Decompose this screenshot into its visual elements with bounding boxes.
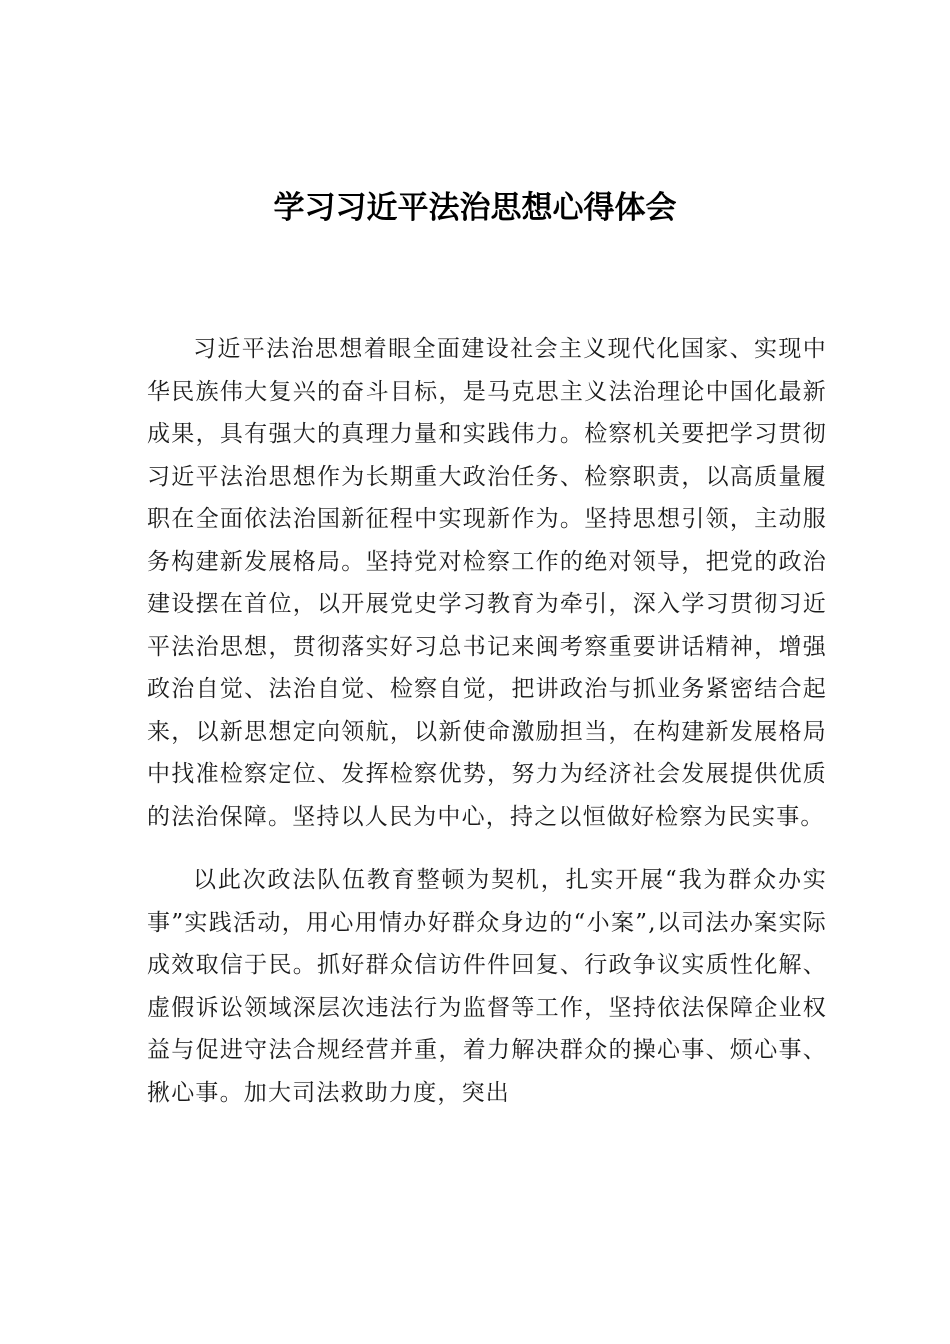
document-body bbox=[147, 328, 827, 1114]
document-title: 学习习近平法治思想心得体会 bbox=[273, 190, 677, 226]
paragraph-2: 以此次政法队伍教育整顿为契机，扎实开展“我为群众办实事”实践活动，用心用情办好群众身边的“小案”,以司法办案实际成效取信于民。抓好群众信访件件回复、行政争议实质性化解、虚假诉讼领域深层次违法行为监督等工作，坚持依法保障企业权益与促进守法合规经营并重，着力解决群众的操心事、烦心事、揪心事。加大司法救助力度，突出 bbox=[147, 867, 827, 1106]
paragraph-1: 习近平法治思想着眼全面建设社会主义现代化国家、实现中华民族伟大复兴的奋斗目标，是马克思主义法治理论中国化最新成果，具有强大的真理力量和实践伟力。检察机关要把学习贯彻习近平法治思想作为长期重大政治任务、检察职责，以高质量履职在全面依法治国新征程中实现新作为。坚持思想引领，主动服务构建新发展格局。坚持党对检察工作的绝对领导，把党的政治建设摆在首位，以开展党史学习教育为牵引，深入学习贯彻习近平法治思想，贯彻落实好习总书记来闽考察重要讲话精神，增强政治自觉、法治自觉、检察自觉，把讲政治与抓业务紧密结合起来，以新思想定向领航，以新使命激励担当，在构建新发展格局中找准检察定位、发挥检察优势，努力为经济社会发展提供优质的法治保障。坚持以人民为中心，持之以恒做好检察为民实事。 bbox=[147, 336, 827, 830]
